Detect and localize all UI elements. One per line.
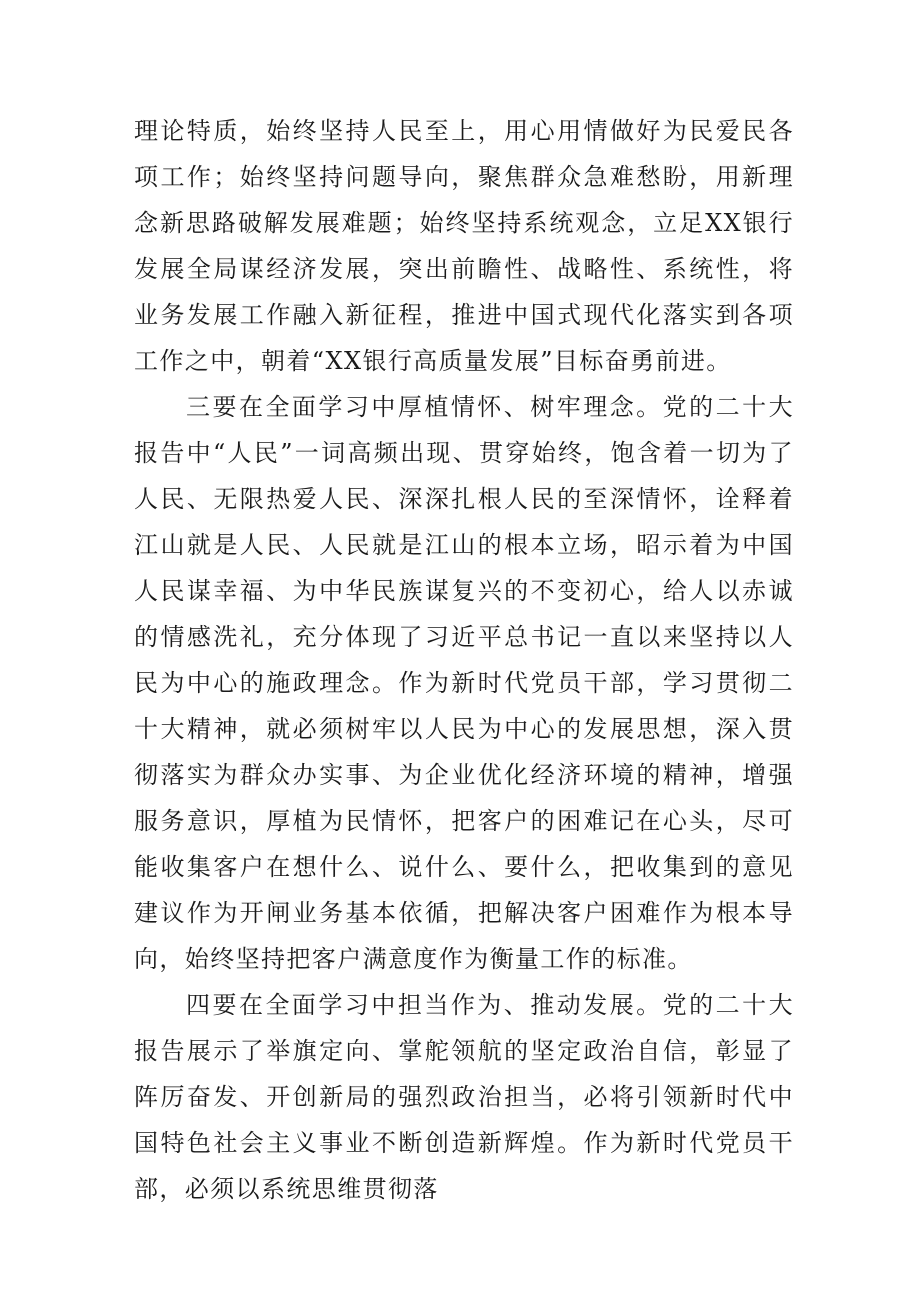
paragraph-2: 三要在全面学习中厚植情怀、树牢理念。党的二十大报告中“人民”一词高频出现、贯穿始终，饱含着一切为了人民、无限热爱人民、深深扎根人民的至深情怀，诠释着江山就是人民、人民就是江山的根本立场，昭示着为中国人民谋幸福、为中华民族谋复兴的不变初心，给人以赤诚的情感洗礼，充分体现了习近平总书记一直以来坚持以人民为中心的施政理念。作为新时代党员干部，学习贯彻二十大精神，就必须树牢以人民为中心的发展思想，深入贯彻落实为群众办实事、为企业优化经济环境的精神，增强服务意识，厚植为民情怀，把客户的困难记在心头，尽可能收集客户在想什么、说什么、要什么，把收集到的意见建议作为开闸业务基本依循，把解决客户困难作为根本导向，始终坚持把客户满意度作为衡量工作的标准。 — [134, 393, 794, 973]
document-body — [134, 108, 794, 1212]
paragraph-1: 理论特质，始终坚持人民至上，用心用情做好为民爱民各项工作；始终坚持问题导向，聚焦群众急难愁盼，用新理念新思路破解发展难题；始终坚持系统观念，立足XX银行发展全局谋经济发展，突出前瞻性、战略性、系统性，将业务发展工作融入新征程，推进中国式现代化落实到各项工作之中，朝着“XX银行高质量发展”目标奋勇前进。 — [134, 117, 794, 375]
paragraph-3: 四要在全面学习中担当作为、推动发展。党的二十大报告展示了举旗定向、掌舵领航的坚定政治自信，彰显了阵厉奋发、开创新局的强烈政治担当，必将引领新时代中国特色社会主义事业不断创造新辉煌。作为新时代党员干部，必须以系统思维贯彻落 — [134, 991, 794, 1203]
